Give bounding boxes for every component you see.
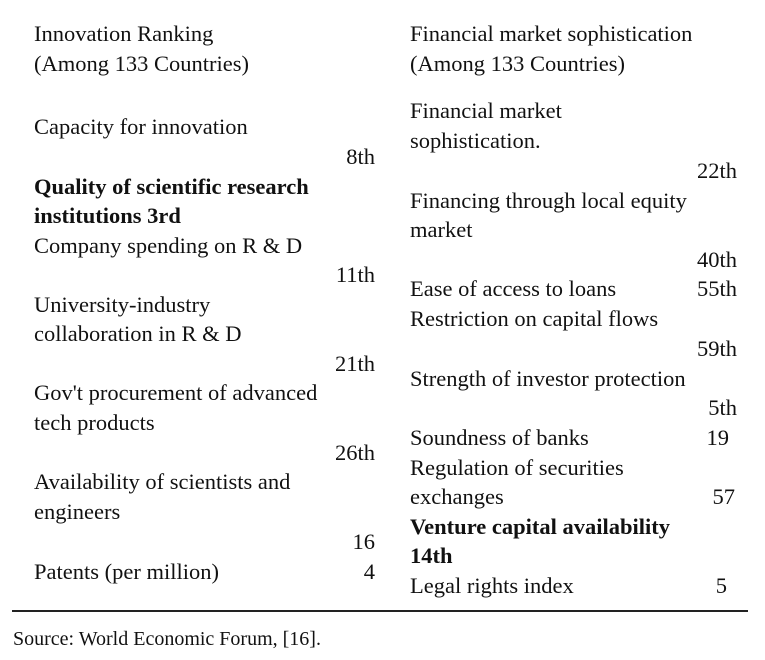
left-header-line-1: Innovation Ranking <box>34 21 214 46</box>
rank-securities-exchanges: 57 <box>712 484 735 509</box>
item-capital-flows: Restriction on capital flows <box>410 306 659 331</box>
item-investor-protection: Strength of investor protection <box>410 366 686 391</box>
item-financial-market-line-2: sophistication. <box>410 128 541 153</box>
item-university-industry-line-2: collaboration in R & D <box>34 321 242 346</box>
item-venture-capital-line-1: Venture capital availability <box>410 514 671 539</box>
rank-access-to-loans: 55th <box>696 276 737 301</box>
rank-capital-flows: 59th <box>696 336 737 361</box>
item-availability-scientists-line-1: Availability of scientists and <box>34 469 291 494</box>
item-quality-scientific-research-line-1: Quality of scientific research <box>34 174 309 199</box>
rank-investor-protection: 5th <box>708 395 737 420</box>
item-access-to-loans: Ease of access to loans <box>410 276 617 301</box>
rank-availability-scientists: 16 <box>352 529 375 554</box>
item-securities-exchanges-line-1: Regulation of securities <box>410 455 624 480</box>
rank-patents-per-million: 4 <box>363 559 375 584</box>
right-header-line-1: Financial market sophistication <box>410 21 693 46</box>
item-securities-exchanges-line-2: exchanges <box>410 484 504 509</box>
rank-company-spending-rd: 11th <box>335 262 375 287</box>
item-capacity-for-innovation: Capacity for innovation <box>34 114 248 139</box>
rank-local-equity: 40th <box>696 247 737 272</box>
rank-legal-rights-index: 5 <box>715 573 727 598</box>
item-company-spending-rd: Company spending on R & D <box>34 233 303 258</box>
rank-capacity-for-innovation: 8th <box>346 144 375 169</box>
table-bottom-rule <box>12 610 748 612</box>
rank-university-industry: 21th <box>334 351 375 376</box>
item-govt-procurement-line-2: tech products <box>34 410 155 435</box>
right-header-line-2: (Among 133 Countries) <box>410 51 625 76</box>
rank-soundness-of-banks: 19 <box>706 425 729 450</box>
item-patents-per-million: Patents (per million) <box>34 559 219 584</box>
item-local-equity-line-2: market <box>410 217 473 242</box>
item-soundness-of-banks: Soundness of banks <box>410 425 589 450</box>
item-govt-procurement-line-1: Gov't procurement of advanced <box>34 380 318 405</box>
left-header-line-2: (Among 133 Countries) <box>34 51 249 76</box>
item-local-equity-line-1: Financing through local equity <box>410 188 687 213</box>
item-quality-scientific-research-line-2: institutions 3rd <box>34 203 181 228</box>
item-university-industry-line-1: University-industry <box>34 292 211 317</box>
item-legal-rights-index: Legal rights index <box>410 573 574 598</box>
rank-govt-procurement: 26th <box>334 440 375 465</box>
rank-financial-market: 22th <box>696 158 737 183</box>
item-financial-market-line-1: Financial market <box>410 98 562 123</box>
item-venture-capital-line-2: 14th <box>410 543 453 568</box>
item-availability-scientists-line-2: engineers <box>34 499 121 524</box>
source-note: Source: World Economic Forum, [16]. <box>13 628 321 650</box>
